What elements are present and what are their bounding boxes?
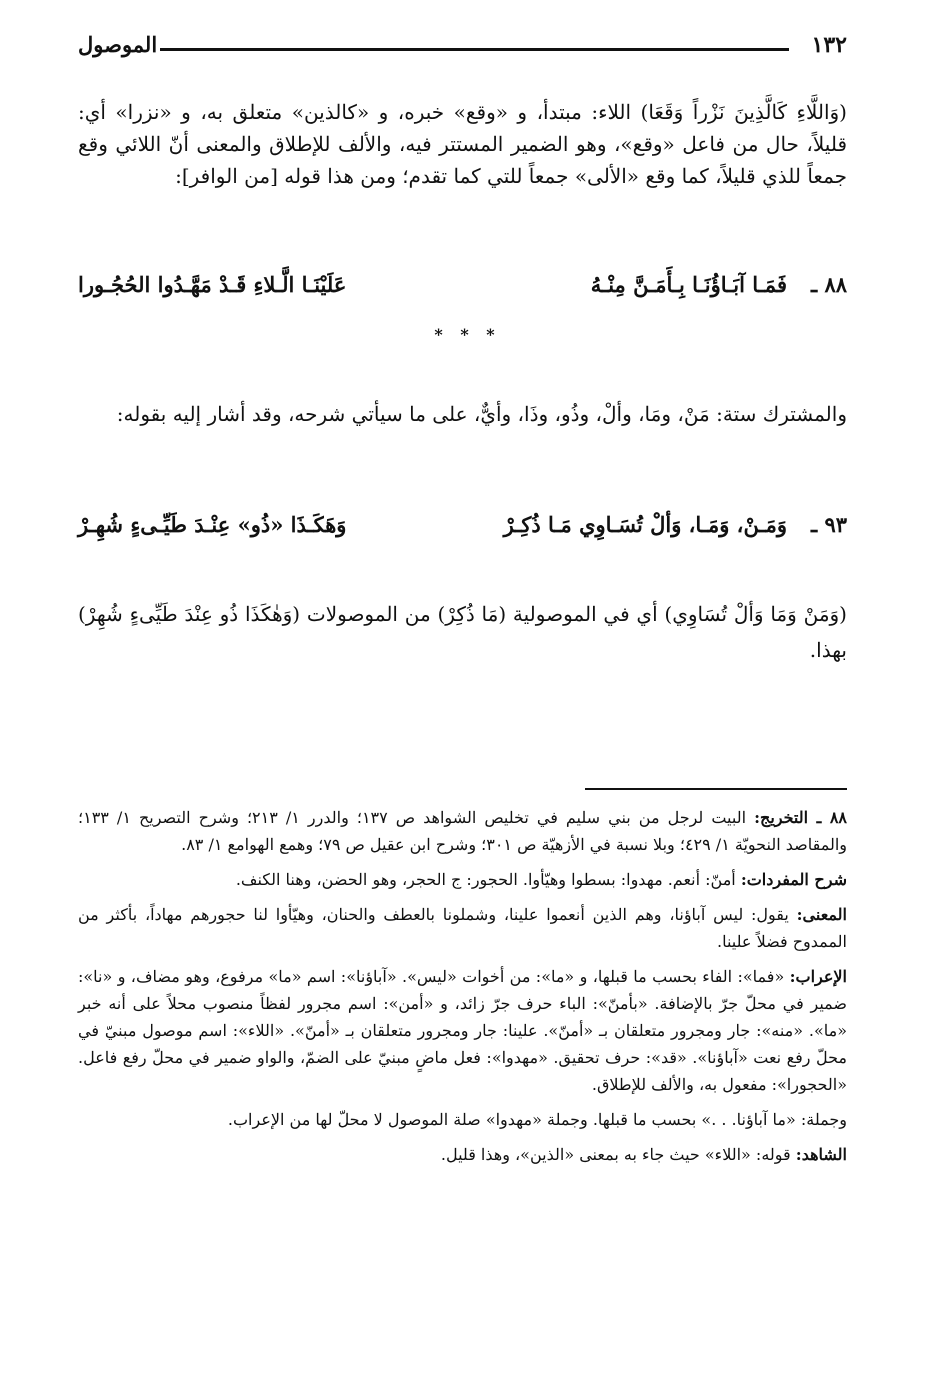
footnote-label: شرح المفردات:: [740, 870, 847, 889]
footnotes: [78, 804, 847, 1168]
footnote-label: الإعراب:: [789, 967, 847, 986]
footnote-vocabulary: [78, 866, 847, 893]
footnote-parsing: [78, 963, 847, 1098]
verse-second-hemistich: عَلَيْنَـا الَّـلاءِ قَـدْ مَهَّـدُوا الحُجُـورا: [78, 272, 347, 297]
shared-paragraph-block: [78, 398, 847, 430]
verse-number: ٩٣ ـ: [810, 512, 847, 537]
verse-number: ٨٨ ـ: [810, 272, 847, 297]
shared-paragraph: والمشترك ستة: مَنْ، ومَا، وألْ، وذُو، وذَا، وأيٌّ، على ما سيأتي شرحه، وقد أشار إليه بقوله:: [116, 402, 847, 426]
verse-88: [78, 272, 847, 306]
footnote-takhrij: [78, 804, 847, 858]
footnote-sentences: [78, 1106, 847, 1133]
footnote-text: البيت لرجل من بني سليم في تخليص الشواهد ص ١٣٧؛ والدرر ١/ ٢١٣؛ وشرح التصريح ١/ ١٣٣؛ والمقاصد النحويّة ١/ ٤٢٩؛ وبلا نسبة في الأزهيّة ص ٣٠١؛ وشرح ابن عقيل ص ٧٩؛ وهمع الهوامع ١/ ٨٣.: [78, 808, 847, 854]
footnote-label: المعنى:: [796, 905, 847, 924]
verse-second-hemistich: وَهَكَـذَا «ذُو» عِنْـدَ طَيِّـىءٍ شُهِـرْ: [78, 512, 347, 537]
section-separator: * * *: [434, 325, 501, 344]
page-number: ١٣٢: [811, 32, 847, 58]
header-rule: [160, 48, 789, 51]
footnote-text: قوله: «اللاء» حيث جاء به بمعنى «الذين»، وهذا قليل.: [440, 1145, 796, 1164]
footnote-evidence: [78, 1141, 847, 1168]
footnote-text: أمنّ: أنعم. مهدوا: بسطوا وهيّأوا. الحجور: ج الحجر، وهو الحضن، وهنا الكنف.: [235, 870, 741, 889]
footnote-rule: [585, 788, 847, 790]
footnote-text: وجملة: «ما آباؤنا. . .» بحسب ما قبلها. وجملة «مهدوا» صلة الموصول لا محلّ لها من الإعراب.: [227, 1110, 847, 1129]
running-title: الموصول: [78, 32, 158, 57]
footnote-text: يقول: ليس آباؤنا، وهم الذين أنعموا علينا، وشملونا بالعطف والحنان، وهيّأوا لنا حجورهم مهاداً، بأكثر من الممدوح فضلاً علينا.: [78, 905, 847, 951]
commentary-block: [78, 596, 847, 668]
page-header: [78, 30, 847, 64]
commentary-paragraph: (وَمَنْ وَمَا وَألْ تُسَاوِي) أي في الموصولية (مَا ذُكِرْ) من الموصولات (وَهٰكَذَا ذُو عِنْدَ طَيِّىءٍ شُهِرْ) بهذا.: [78, 602, 847, 662]
footnote-meaning: [78, 901, 847, 955]
verse-first-hemistich: فَمَـا آبَـاؤُنَـا بِـأَمَـنَّ مِنْـهُ: [590, 272, 787, 297]
footnote-label: ٨٨ ـ التخريج:: [754, 808, 848, 827]
verse-93: [78, 512, 847, 546]
intro-paragraph-block: [78, 96, 847, 192]
footnote-text: «فما»: الفاء بحسب ما قبلها، و «ما»: من أخوات «ليس». «آباؤنا»: اسم «ما» مرفوع، وهو مضاف، و «نا»: ضمير في محلّ جرّ بالإضافة. «بأمنّ»: الباء حرف جرّ زائد، و «أمن»: اسم مجرور لفظاً منصوب محلاً على أنه خبر «ما». «منه»: جار ومجرور متعلقان بـ «أمنّ». علينا: جار ومجرور متعلقان بـ «أمنّ». «اللاء»: اسم موصول مبنيّ في محلّ رفع نعت «آباؤنا». «قد»: حرف تحقيق. «مهدوا»: فعل ماضٍ مبنيّ على الضمّ، والواو ضمير في محلّ رفع فاعل. «الحجورا»: مفعول به، والألف للإطلاق.: [78, 967, 847, 1094]
verse-first-hemistich: وَمَـنْ، وَمَـا، وَألْ تُسَـاوِي مَـا ذُكِـرْ: [503, 512, 787, 537]
intro-paragraph: (وَاللَّاءِ كَالَّذِينَ نَزْراً وَقَعَا) اللاء: مبتدأ، و «وقع» خبره، و «كالذين» متعلق به، و «نزرا» أي: قليلاً، حال من فاعل «وقع»، وهو الضمير المستتر فيه، والألف للإطلاق والمعنى أنّ اللائي وقع جمعاً للذي قليلاً، كما وقع «الألى» جمعاً للتي كما تقدم؛ ومن هذا قوله [من الوافر]:: [78, 100, 847, 188]
footnote-label: الشاهد:: [795, 1145, 847, 1164]
